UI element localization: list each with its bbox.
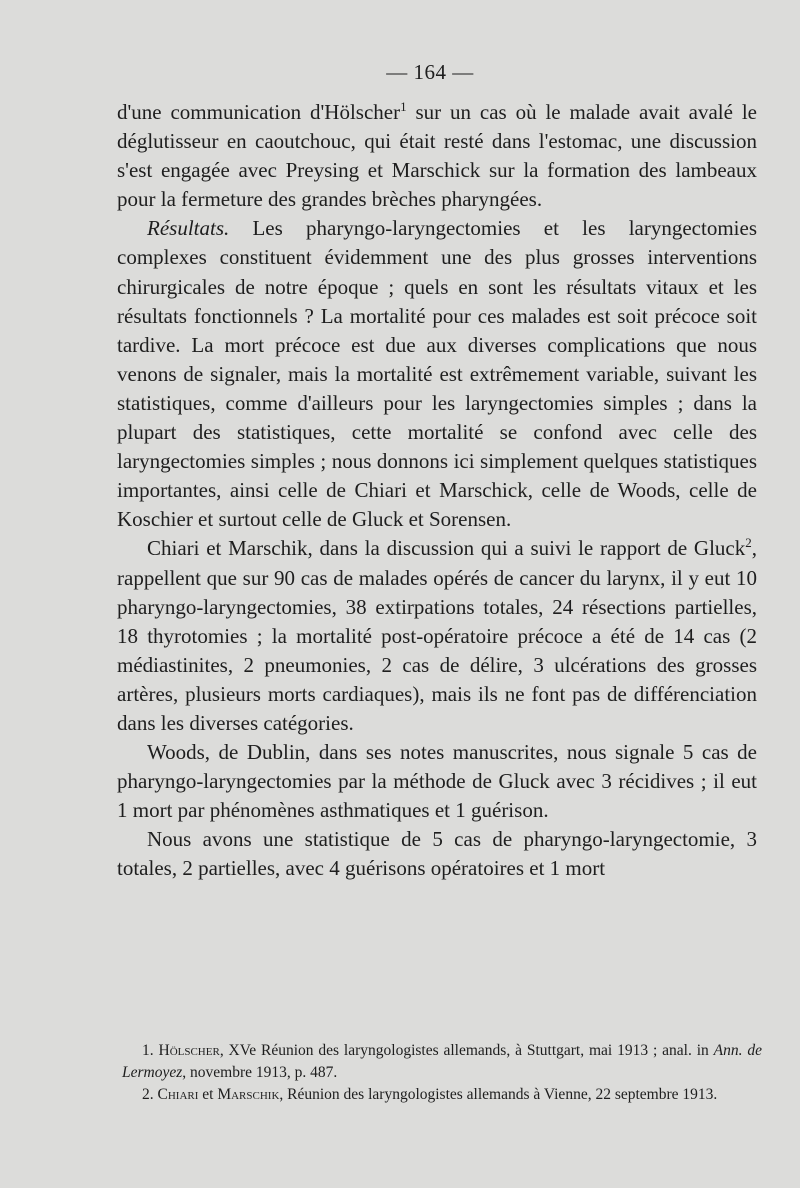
footnote-1-part-a: , XVe Réunion des laryngologistes allemands, à Stuttgart, mai 1913 ; anal. in bbox=[219, 1042, 714, 1059]
footnote-2-author-1: Chiari bbox=[157, 1086, 199, 1103]
paragraph-1-part-b: sur un cas où le malade avait avalé le déglutisseur en caoutchouc, qui était resté dans l'estomac, une discussion s'est engagée avec Preysing et Marschick sur la formation des lambeaux pour la fermeture des grandes brèches pharyngées. bbox=[117, 100, 757, 212]
footnote-2 bbox=[122, 1084, 762, 1106]
results-label: Résultats. bbox=[147, 216, 230, 241]
footnote-2-number: 2. bbox=[142, 1086, 154, 1103]
footnote-2-conjunction: et bbox=[198, 1086, 218, 1103]
footnote-1-author: Hölscher bbox=[158, 1042, 220, 1059]
paragraph-2-text: Les pharyngo-laryngectomies et les laryngectomies complexes constituent évidemment une des plus grosses interventions chirurgicales de notre époque ; quels en sont les résultats vitaux et les résultats fonctionnels ? La mortalité pour ces malades est soit précoce soit tardive. La mort précoce est due aux diverses complications que nous venons de signaler, mais la mortalité est extrêmement variable, suivant les statistiques, comme d'ailleurs pour les laryngectomies simples ; dans la plupart des statistiques, cette mortalité se confond avec celle des laryngectomies simples ; nous donnons ici simplement quelques statistiques importantes, ainsi celle de Chiari et Marschick, celle de Woods, celle de Koschier et surtout celle de Gluck et Sorensen. bbox=[117, 216, 757, 532]
paragraph-3 bbox=[117, 534, 757, 738]
footnote-1 bbox=[122, 1040, 762, 1084]
paragraph-3-part-a: Chiari et Marschik, dans la discussion qui a suivi le rapport de Gluck bbox=[147, 536, 746, 561]
paragraph-4: Woods, de Dublin, dans ses notes manuscrites, nous signale 5 cas de pharyngo-laryngectomies par la méthode de Gluck avec 3 récidives ; il eut 1 mort par phénomènes asthmatiques et 1 guérison. bbox=[117, 740, 757, 823]
paragraph-1-part-a: d'une communication d'Hölscher bbox=[117, 100, 401, 124]
footnote-2-author-2: Marschik bbox=[217, 1086, 280, 1103]
paragraph-2 bbox=[117, 214, 757, 534]
footnote-2-text: , Réunion des laryngologistes allemands à Vienne, 22 septembre 1913. bbox=[279, 1086, 718, 1103]
footnote-1-part-b: , novembre 1913, p. 487. bbox=[182, 1064, 338, 1081]
page-number: — 164 — bbox=[386, 60, 474, 84]
footnote-1-number: 1. bbox=[142, 1042, 154, 1059]
footnote-1-journal: Ann. de Lermoyez bbox=[122, 1042, 762, 1081]
footnotes bbox=[122, 1040, 762, 1106]
paragraph-3-part-b: , rappellent que sur 90 cas de malades opérés de cancer du larynx, il y eut 10 pharyngo-laryngectomies, 38 extirpations totales, 24 résections partielles, 18 thyrotomies ; la mortalité post-opératoire précoce a été de 14 cas (2 médiastinites, 2 pneumonies, 2 cas de délire, 3 ulcérations des grosses artères, plusieurs morts cardiaques), mais ils ne font pas de différenciation dans les diverses catégories. bbox=[117, 536, 757, 735]
paragraph-5: Nous avons une statistique de 5 cas de pharyngo-laryngectomie, 3 totales, 2 partielles, avec 4 guérisons opératoires et 1 mort bbox=[117, 827, 757, 881]
footnote-ref-2: 2 bbox=[745, 535, 752, 551]
paragraph-1 bbox=[117, 98, 757, 214]
footnote-ref-1: 1 bbox=[400, 99, 407, 114]
body-text bbox=[117, 98, 757, 884]
